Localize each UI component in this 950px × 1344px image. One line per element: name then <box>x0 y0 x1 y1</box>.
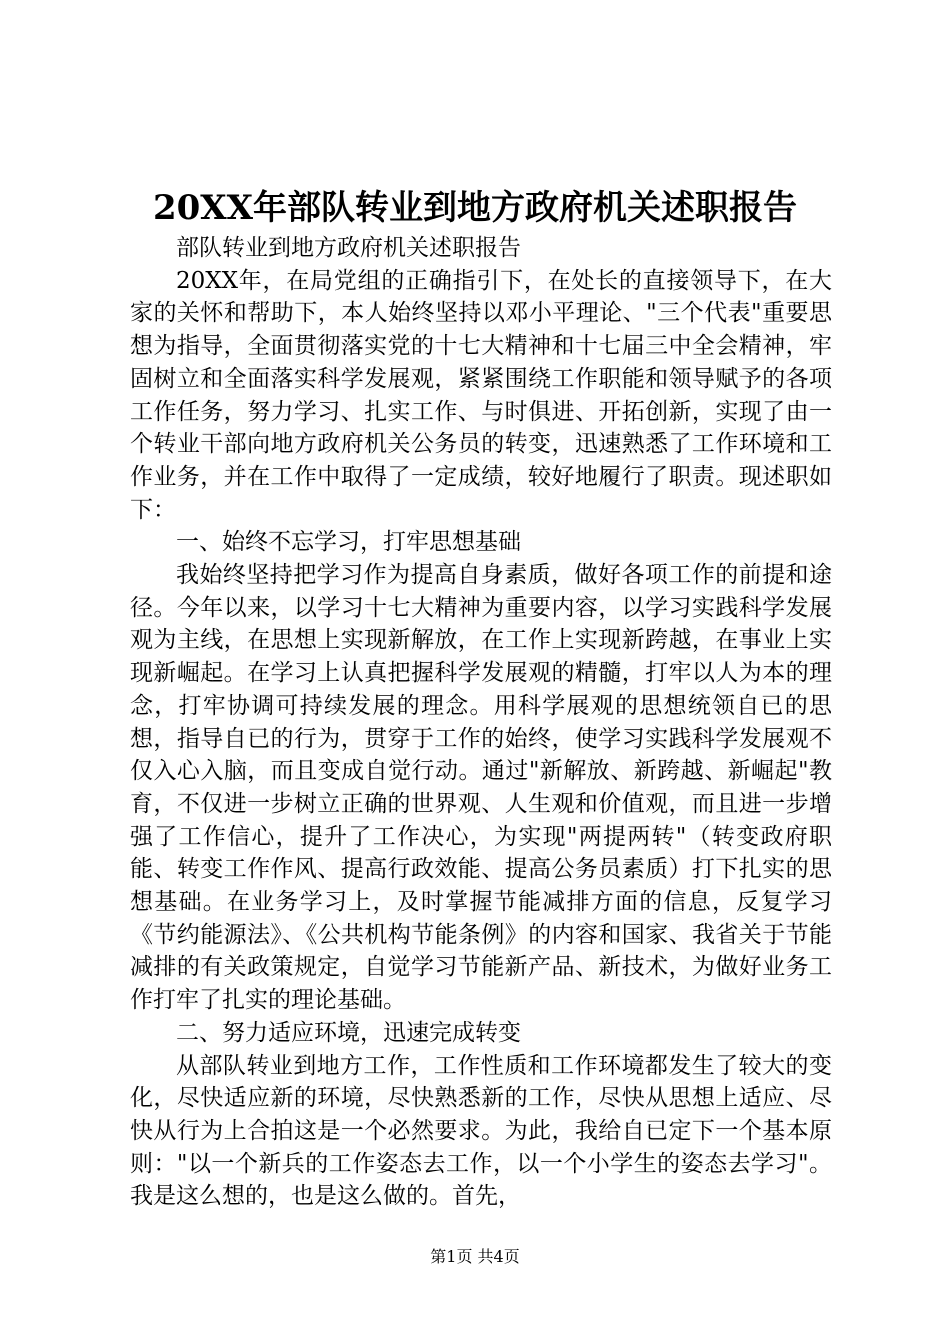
page-footer: 第1页 共4页 <box>430 1247 520 1266</box>
document-title: 20XX年部队转业到地方政府机关述职报告 <box>152 188 798 228</box>
paragraph-section-2: 从部队转业到地方工作，工作性质和工作环境都发生了较大的变化，尽快适应新的环境，尽快熟悉新的工作，尽快从思想上适应、尽快从行为上合拍这是一个必然要求。为此，我给自已定下一个基本原则："以一个新兵的工作姿态去工作，以一个小学生的姿态去学习"。我是这么想的，也是这么做的。首先， <box>130 1052 832 1210</box>
paragraph-intro: 20XX年，在局党组的正确指引下，在处长的直接领导下，在大家的关怀和帮助下，本人始终坚持以邓小平理论、"三个代表"重要思想为指导，全面贯彻落实党的十七大精神和十七届三中全会精神，牢固树立和全面落实科学发展观，紧紧围绕工作职能和领导赋予的各项工作任务，努力学习、扎实工作、与时俱进、开拓创新，实现了由一个转业干部向地方政府机关公务员的转变，迅速熟悉了工作环境和工作业务，并在工作中取得了一定成绩，较好地履行了职责。现述职如下： <box>130 267 832 523</box>
paragraph-section-1: 我始终坚持把学习作为提高自身素质，做好各项工作的前提和途径。今年以来，以学习十七大精神为重要内容，以学习实践科学发展观为主线，在思想上实现新解放，在工作上实现新跨越，在事业上实现新崛起。在学习上认真把握科学发展观的精髓，打牢以人为本的理念，打牢协调可持续发展的理念。用科学展观的思想统领自已的思想，指导自已的行为，贯穿于工作的始终，使学习实践科学发展观不仅入心入脑，而且变成自觉行动。通过"新解放、新跨越、新崛起"教育，不仅进一步树立正确的世界观、人生观和价值观，而且进一步增强了工作信心，提升了工作决心，为实现"两提两转"（转变政府职能、转变工作作风、提高行政效能、提高公务员素质）打下扎实的思想基础。在业务学习上，及时掌握节能减排方面的信息，反复学习《节约能源法》、《公共机构节能条例》的内容和国家、我省关于节能减排的有关政策规定，自觉学习节能新产品、新技术，为做好业务工作打牢了扎实的理论基础。 <box>130 562 832 1014</box>
section-heading-1: 一、始终不忘学习，打牢思想基础 <box>176 529 521 556</box>
section-heading-2: 二、努力适应环境，迅速完成转变 <box>176 1019 521 1046</box>
document-subtitle: 部队转业到地方政府机关述职报告 <box>176 235 521 261</box>
document-body <box>130 232 832 1213</box>
